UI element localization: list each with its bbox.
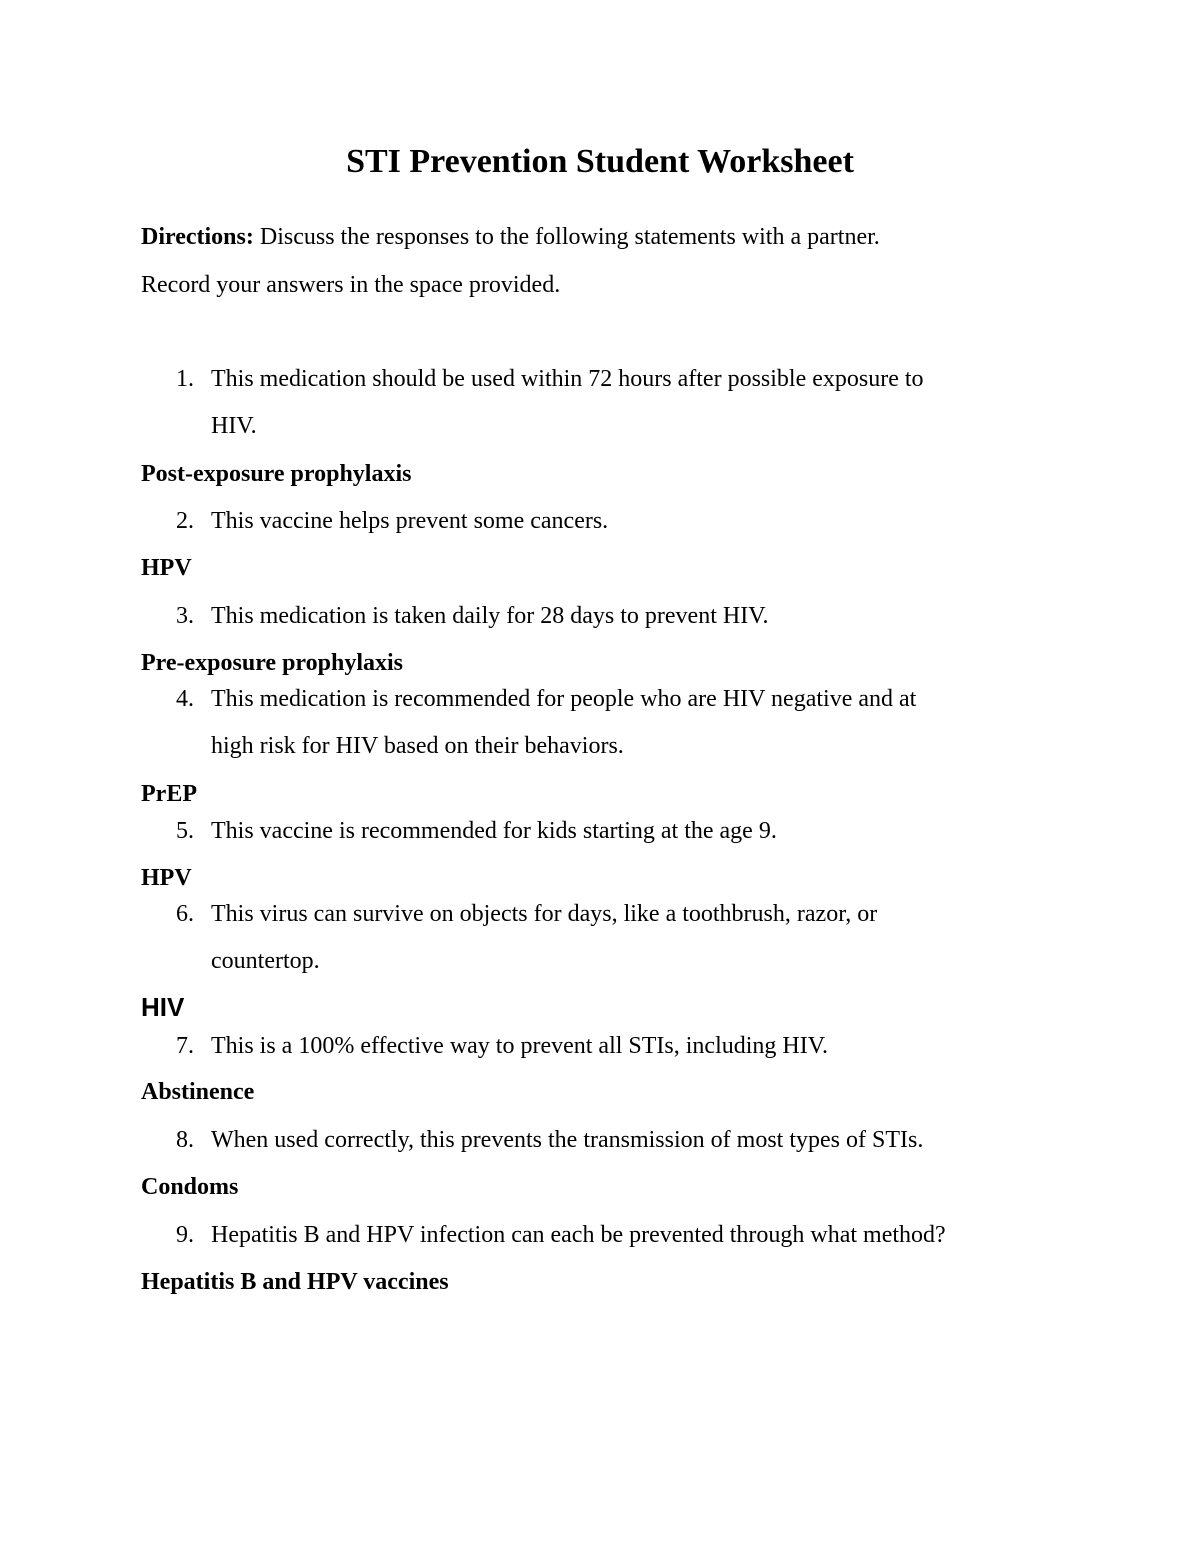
answer-text: Pre-exposure prophylaxis — [141, 650, 404, 676]
question-number: 6. — [176, 901, 194, 927]
question-number: 1. — [176, 366, 194, 392]
directions-line-2: Record your answers in the space provided. — [141, 272, 561, 298]
page-title: STI Prevention Student Worksheet — [346, 143, 854, 180]
question-text-continued: high risk for HIV based on their behaviors. — [211, 733, 624, 759]
directions-line-1 — [141, 225, 880, 249]
directions-text-1: Discuss the responses to the following statements with a partner. — [259, 224, 880, 250]
question-text-continued: countertop. — [211, 948, 320, 974]
answer-text: HPV — [141, 865, 192, 891]
question-text: This virus can survive on objects for days, like a toothbrush, razor, or — [211, 901, 878, 927]
question-number: 4. — [176, 686, 194, 712]
question-number: 3. — [176, 603, 194, 629]
answer-text: Post-exposure prophylaxis — [141, 461, 412, 487]
question-text: Hepatitis B and HPV infection can each be prevented through what method? — [211, 1222, 946, 1248]
answer-text: Condoms — [141, 1174, 239, 1200]
question-text: This vaccine is recommended for kids starting at the age 9. — [211, 818, 777, 844]
question-number: 7. — [176, 1033, 194, 1059]
question-text: This vaccine helps prevent some cancers. — [211, 508, 609, 534]
question-text: This medication is taken daily for 28 days to prevent HIV. — [211, 603, 769, 629]
question-text: This is a 100% effective way to prevent all STIs, including HIV. — [211, 1033, 828, 1059]
question-number: 2. — [176, 508, 194, 534]
answer-text: Hepatitis B and HPV vaccines — [141, 1269, 449, 1295]
answer-text: HIV — [141, 992, 185, 1022]
question-text-continued: HIV. — [211, 413, 257, 439]
answer-text: PrEP — [141, 781, 197, 807]
question-number: 9. — [176, 1222, 194, 1248]
directions-label: Directions: — [141, 224, 254, 250]
question-text: This medication is recommended for people who are HIV negative and at — [211, 686, 917, 712]
question-number: 8. — [176, 1127, 194, 1153]
answer-text: HPV — [141, 555, 192, 581]
question-text: When used correctly, this prevents the transmission of most types of STIs. — [211, 1127, 924, 1153]
question-number: 5. — [176, 818, 194, 844]
question-text: This medication should be used within 72 hours after possible exposure to — [211, 366, 924, 392]
answer-text: Abstinence — [141, 1079, 255, 1105]
